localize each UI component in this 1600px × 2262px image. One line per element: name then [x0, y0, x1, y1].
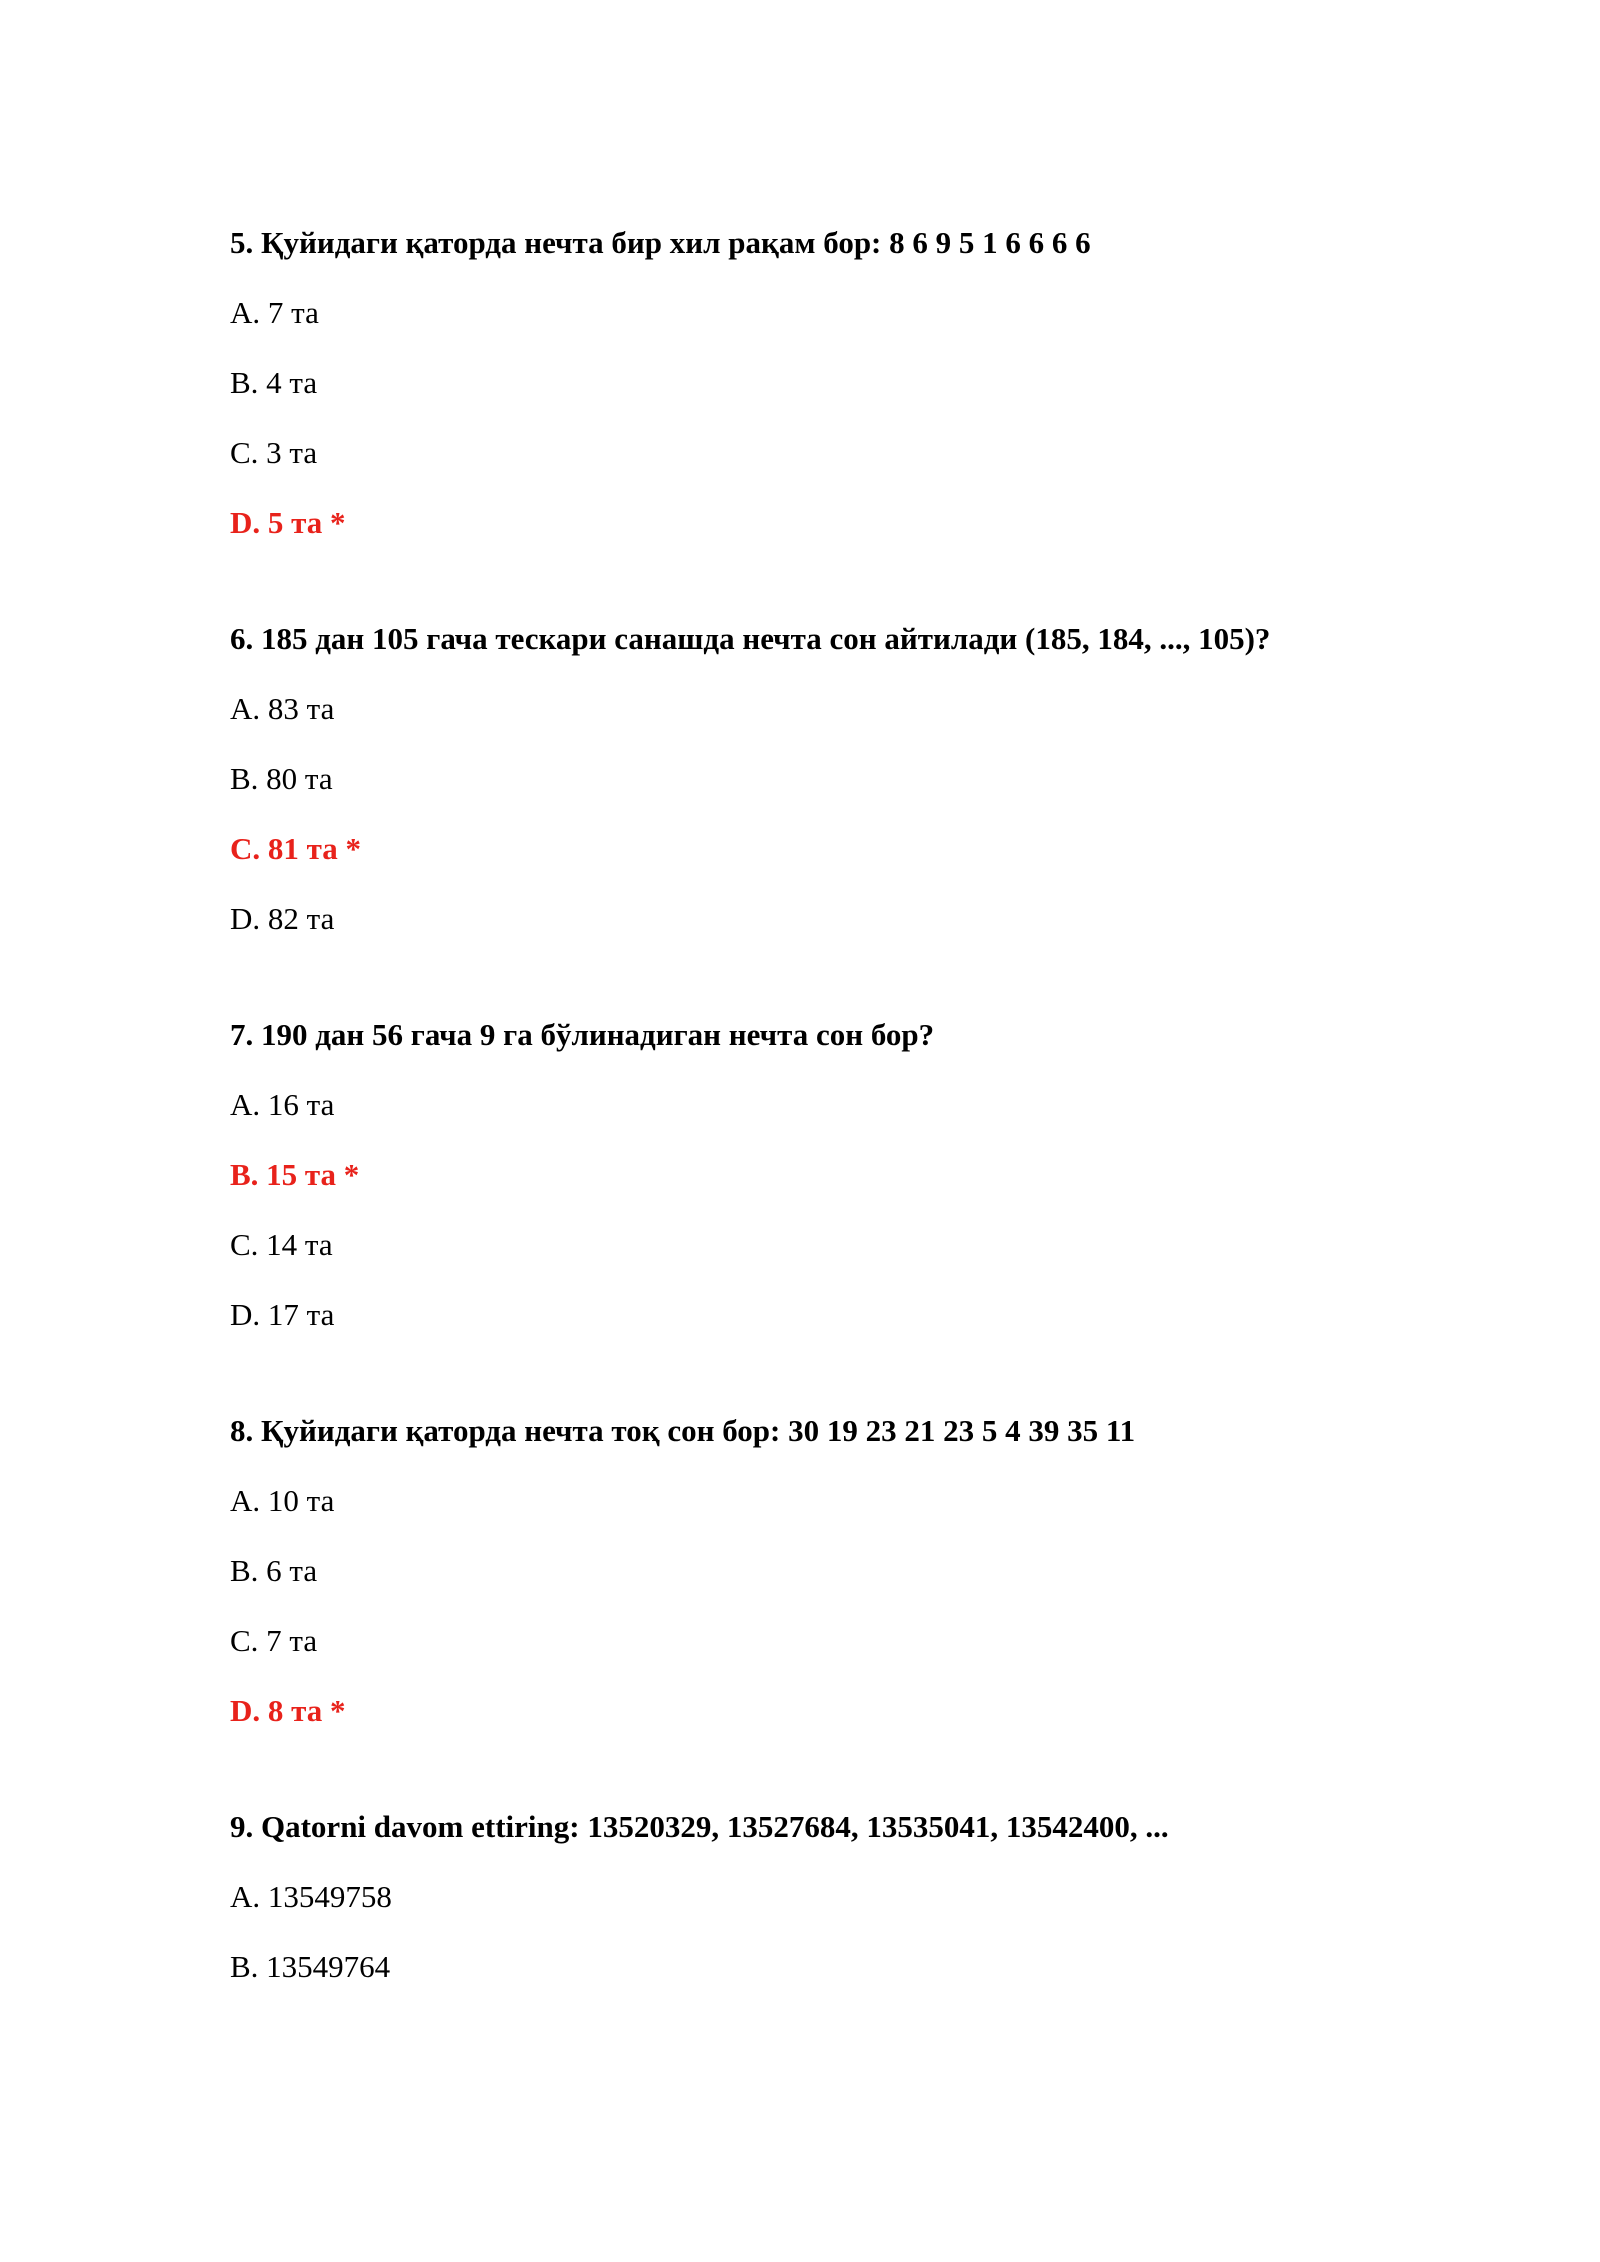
option-a: A. 83 та — [230, 691, 335, 726]
question-9 — [230, 1804, 1430, 1990]
question-6 — [230, 616, 1430, 942]
question-8 — [230, 1408, 1430, 1734]
option-b: B. 13549764 — [230, 1949, 391, 1984]
question-7 — [230, 1012, 1430, 1338]
option-a: A. 16 та — [230, 1087, 335, 1122]
question-text: 8. Қуйидаги қаторда нечта тоқ сон бор: 30 19 23 21 23 5 4 39 35 11 — [230, 1413, 1136, 1448]
option-a: A. 7 та — [230, 295, 319, 330]
option-b: B. 80 та — [230, 761, 333, 796]
option-a: A. 13549758 — [230, 1879, 392, 1914]
option-c: C. 7 та — [230, 1623, 318, 1658]
question-text: 9. Qatorni davom ettiring: 13520329, 13527684, 13535041, 13542400, ... — [230, 1809, 1169, 1844]
question-5 — [230, 220, 1430, 546]
option-b: B. 6 та — [230, 1553, 318, 1588]
option-d: D. 17 та — [230, 1297, 335, 1332]
question-text: 6. 185 дан 105 гача тескари санашда нечта сон айтилади (185, 184, ..., 105)? — [230, 621, 1271, 656]
option-b: B. 4 та — [230, 365, 318, 400]
question-list — [230, 220, 1430, 2060]
option-d-correct: D. 8 та * — [230, 1693, 346, 1728]
question-text: 7. 190 дан 56 гача 9 га бўлинадиган нечта сон бор? — [230, 1017, 935, 1052]
option-d: D. 82 та — [230, 901, 335, 936]
option-c: C. 3 та — [230, 435, 318, 470]
option-c: C. 14 та — [230, 1227, 333, 1262]
option-d-correct: D. 5 та * — [230, 505, 346, 540]
option-c-correct: C. 81 та * — [230, 831, 361, 866]
question-text: 5. Қуйидаги қаторда нечта бир хил рақам бор: 8 6 9 5 1 6 6 6 6 — [230, 225, 1091, 260]
option-b-correct: B. 15 та * — [230, 1157, 360, 1192]
option-a: A. 10 та — [230, 1483, 335, 1518]
